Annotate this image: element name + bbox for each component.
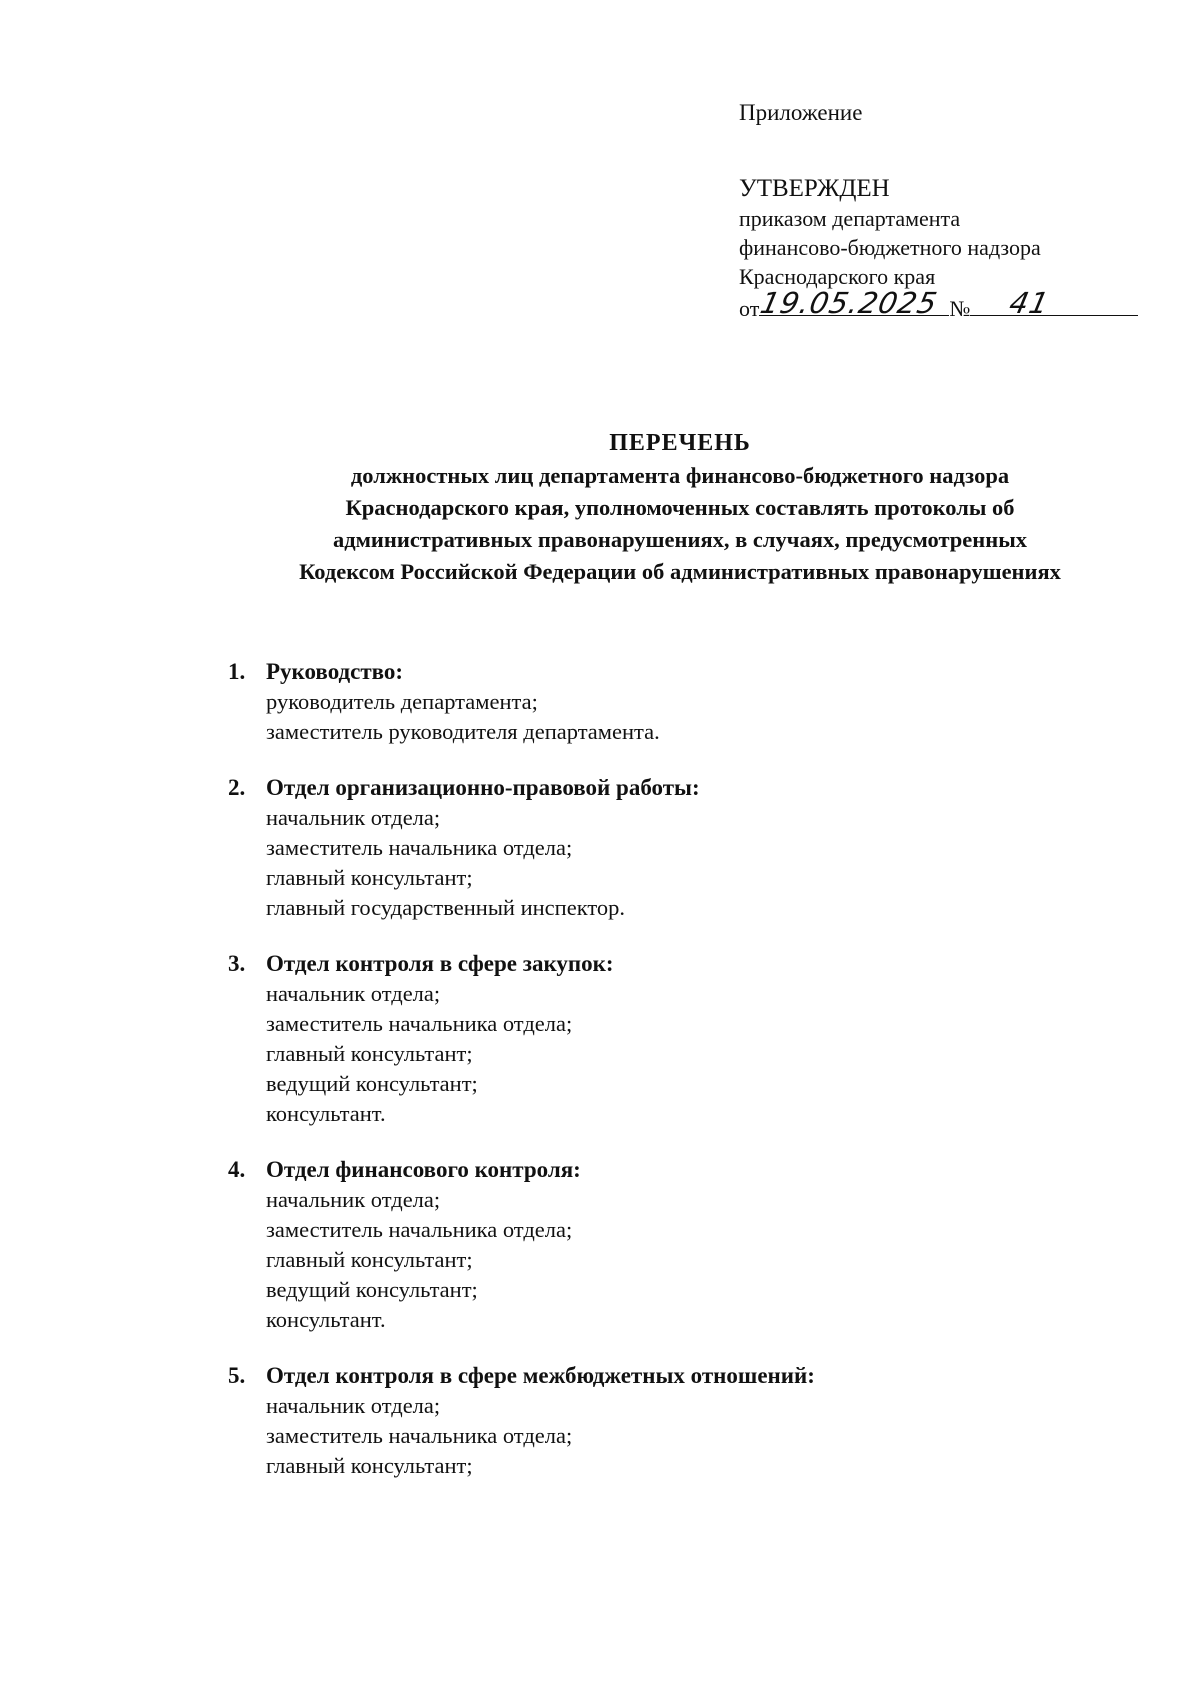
positions-list [228, 687, 1178, 747]
section-heading [228, 1155, 1178, 1185]
section-procurement-control [228, 949, 1178, 1129]
section-title: Отдел организационно-правовой работы: [266, 775, 700, 800]
section-title: Отдел контроля в сфере закупок: [266, 951, 614, 976]
subtitle-line: Краснодарского края, уполномоченных составлять протоколы об [345, 495, 1015, 520]
section-legal-department [228, 773, 1178, 923]
appendix-label: Приложение [739, 100, 863, 125]
number-field [970, 286, 1138, 320]
position-item: главный государственный инспектор. [266, 895, 625, 920]
section-heading [228, 1361, 1178, 1391]
approved-label: УТВЕРЖДЕН [739, 175, 890, 202]
subtitle-line: Кодексом Российской Федерации об административных правонарушениях [299, 559, 1061, 584]
section-interbudget-control [228, 1361, 1178, 1481]
position-item: главный консультант; [266, 1247, 473, 1272]
section-heading [228, 949, 1178, 979]
section-title: Отдел контроля в сфере межбюджетных отношений: [266, 1363, 815, 1388]
position-item: начальник отдела; [266, 981, 441, 1006]
position-item: начальник отдела; [266, 805, 441, 830]
section-number: 2. [228, 775, 246, 800]
position-item: заместитель начальника отдела; [266, 1423, 573, 1448]
title-block [140, 428, 1200, 588]
positions-list [228, 1185, 1178, 1335]
order-date-line [739, 286, 1169, 325]
position-item: консультант. [266, 1101, 386, 1126]
position-item: начальник отдела; [266, 1187, 441, 1212]
section-title: Руководство: [266, 659, 404, 684]
order-line: финансово-бюджетного надзора [739, 235, 1041, 260]
section-heading [228, 773, 1178, 803]
approval-block [739, 98, 1169, 325]
position-item: начальник отдела; [266, 1393, 441, 1418]
position-item: ведущий консультант; [266, 1277, 478, 1302]
position-item: консультант. [266, 1307, 386, 1332]
order-line: приказом департамента [739, 206, 961, 231]
positions-list [228, 1391, 1178, 1481]
position-item: заместитель начальника отдела; [266, 1217, 573, 1242]
section-heading [228, 657, 1178, 687]
section-number: 1. [228, 659, 246, 684]
positions-list [228, 803, 1178, 923]
page-title: ПЕРЕЧЕНЬ [609, 430, 751, 456]
handwritten-number: 41 [1006, 286, 1053, 320]
position-item: главный консультант; [266, 1453, 473, 1478]
position-item: заместитель руководителя департамента. [266, 719, 660, 744]
section-leadership [228, 657, 1178, 747]
section-financial-control [228, 1155, 1178, 1335]
date-field [757, 286, 949, 320]
section-number: 4. [228, 1157, 246, 1182]
section-number: 5. [228, 1363, 246, 1388]
position-item: ведущий консультант; [266, 1071, 478, 1096]
positions-list [228, 979, 1178, 1129]
position-item: руководитель департамента; [266, 689, 538, 714]
from-label: от [739, 296, 760, 321]
position-item: заместитель начальника отдела; [266, 1011, 573, 1036]
section-title: Отдел финансового контроля: [266, 1157, 581, 1182]
section-number: 3. [228, 951, 246, 976]
subtitle-line: должностных лиц департамента финансово-бюджетного надзора [350, 463, 1010, 488]
subtitle-line: административных правонарушениях, в случаях, предусмотренных [332, 527, 1028, 552]
position-item: заместитель начальника отдела; [266, 835, 573, 860]
number-sign: № [949, 296, 971, 321]
sections-list [228, 657, 1178, 1507]
position-item: главный консультант; [266, 865, 473, 890]
order-line: Краснодарского края [739, 264, 936, 289]
handwritten-date: 19.05.2025 [757, 286, 941, 320]
position-item: главный консультант; [266, 1041, 473, 1066]
